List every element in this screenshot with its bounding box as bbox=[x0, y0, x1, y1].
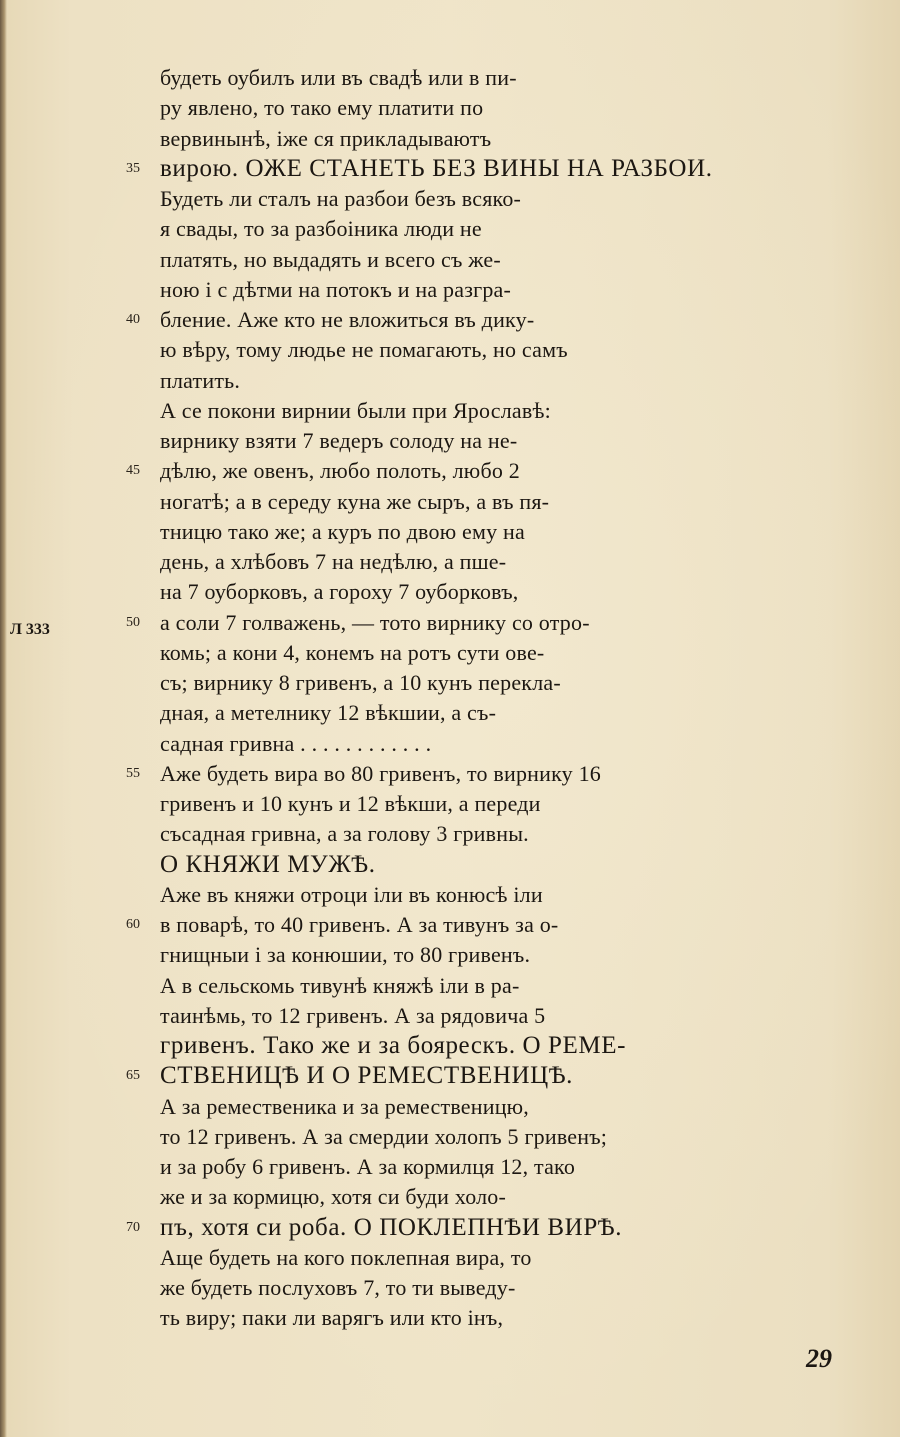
text-line: съсадная гривна, а за голову 3 гривны. bbox=[160, 821, 529, 846]
text-line: в поварѣ, то 40 гривенъ. А за тивунъ за о- bbox=[160, 912, 559, 937]
text-line: А за ремественика и за ремественицю, bbox=[160, 1094, 529, 1119]
text-line: дная, а метелнику 12 вѣкшии, а съ- bbox=[160, 700, 497, 725]
text-line: а соли 7 голважень, — тото вирнику со отро- bbox=[160, 610, 590, 635]
text-line: я свады, то за разбоіника люди не bbox=[160, 216, 482, 241]
text-line: пъ, хотя си роба. О ПОКЛЕПНѢИ ВИРѢ. bbox=[160, 1214, 623, 1241]
text-line: вервинынѣ, іже ся прикладываютъ bbox=[160, 126, 492, 151]
text-line: Будеть ли сталъ на разбои безъ всяко- bbox=[160, 186, 522, 211]
text-line: садная гривна . . . . . . . . . . . . bbox=[160, 731, 432, 756]
text-line: гривенъ и 10 кунъ и 12 вѣкши, а переди bbox=[160, 791, 541, 816]
text-line: Аже будеть вира во 80 гривенъ, то вирнику 16 bbox=[160, 761, 601, 786]
text-line: Аже въ княжи отроци іли въ конюсѣ іли bbox=[160, 882, 543, 907]
text-line: гривенъ. Тако же и за боярескъ. О РЕМЕ- bbox=[160, 1032, 627, 1059]
text-line: ть виру; паки ли варягъ или кто інъ, bbox=[160, 1305, 504, 1330]
text-line: ю вѣру, тому людье не помагають, но самъ bbox=[160, 337, 568, 362]
text-line: ногатѣ; а в середу куна же сыръ, а въ пя- bbox=[160, 489, 550, 514]
line-number: 40 bbox=[126, 312, 140, 327]
line-number: 70 bbox=[126, 1220, 140, 1235]
text-line: же будеть послуховъ 7, то ти выведу- bbox=[160, 1275, 516, 1300]
text-line: СТВЕНИЦѢ И О РЕМЕСТВЕНИЦѢ. bbox=[160, 1062, 574, 1089]
text-line: платять, но выдадять и всего съ же- bbox=[160, 247, 501, 272]
text-line: О КНЯЖИ МУЖѢ. bbox=[160, 851, 376, 878]
text-line: Аще будеть на кого поклепная вира, то bbox=[160, 1245, 532, 1270]
text-line: таинѣмь, то 12 гривенъ. А за рядовича 5 bbox=[160, 1003, 546, 1028]
text-line: же и за кормицю, хотя си буди холо- bbox=[160, 1184, 507, 1209]
line-number: 60 bbox=[126, 917, 140, 932]
line-number: 65 bbox=[126, 1068, 140, 1083]
text-line: А в сельскомь тивунѣ княжѣ іли в ра- bbox=[160, 973, 520, 998]
line-number: 45 bbox=[126, 463, 140, 478]
page-number: 29 bbox=[806, 1344, 832, 1373]
text-line: день, а хлѣбовъ 7 на недѣлю, а пше- bbox=[160, 549, 507, 574]
text-line: то 12 гривенъ. А за смердии холопъ 5 гривенъ; bbox=[160, 1124, 608, 1149]
text-line: ною і с дѣтми на потокъ и на разгра- bbox=[160, 277, 512, 302]
text-line: вирнику взяти 7 ведеръ солоду на не- bbox=[160, 428, 518, 453]
page-binding-edge bbox=[0, 0, 7, 1437]
text-line: вирою. ОЖЕ СТАНЕТЬ БЕЗ ВИНЫ НА РАЗБОИ. bbox=[160, 155, 713, 182]
text-line: ру явлено, то тако ему платити по bbox=[160, 95, 484, 120]
text-line: съ; вирнику 8 гривенъ, а 10 кунъ перекла- bbox=[160, 670, 561, 695]
text-line: будеть оубилъ или въ свадѣ или в пи- bbox=[160, 65, 517, 90]
text-line: комь; а кони 4, конемъ на ротъ сути ове- bbox=[160, 640, 545, 665]
text-line: А се покони вирнии были при Ярославѣ: bbox=[160, 398, 551, 423]
margin-reference: Л 333 bbox=[10, 621, 50, 638]
text-line: тницю тако же; а куръ по двою ему на bbox=[160, 519, 525, 544]
line-number: 35 bbox=[126, 161, 140, 176]
text-line: дѣлю, же овенъ, любо полоть, любо 2 bbox=[160, 458, 520, 483]
text-line: на 7 оуборковъ, а гороху 7 оуборковъ, bbox=[160, 579, 519, 604]
text-line: бление. Аже кто не вложиться въ дику- bbox=[160, 307, 535, 332]
line-number: 55 bbox=[126, 766, 140, 781]
text-line: и за робу 6 гривенъ. А за кормилця 12, тако bbox=[160, 1154, 576, 1179]
text-line: гнищныи і за конюшии, то 80 гривенъ. bbox=[160, 942, 531, 967]
line-number: 50 bbox=[126, 615, 140, 630]
text-line: платить. bbox=[160, 368, 241, 393]
